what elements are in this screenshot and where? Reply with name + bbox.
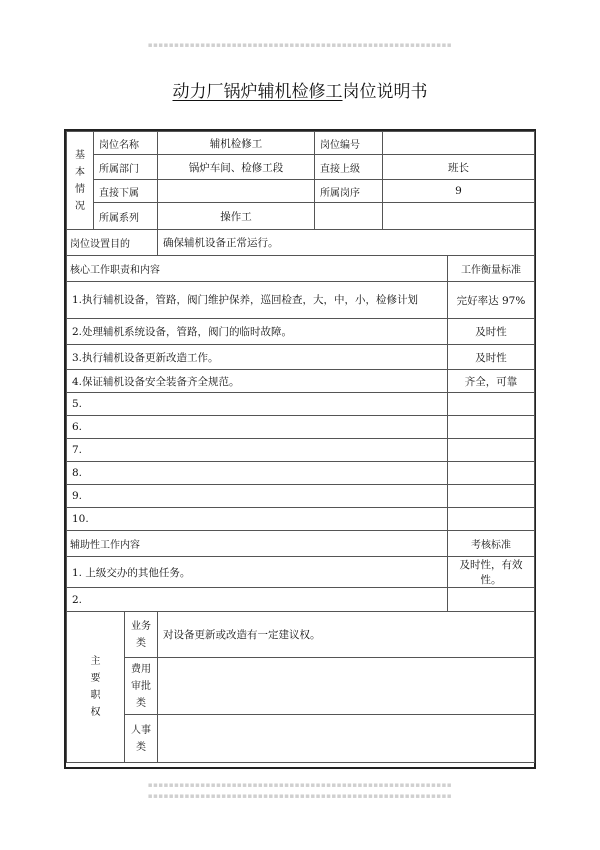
basic-row-2 <box>67 155 535 180</box>
value-position-name: 辅机检修工 <box>158 132 315 155</box>
basic-info-label <box>67 132 94 230</box>
purpose-value: 确保辅机设备正常运行。 <box>158 230 535 256</box>
authority-expense-value <box>158 658 535 715</box>
core-item <box>67 370 535 393</box>
label-empty <box>315 203 383 230</box>
job-description-table <box>66 131 535 763</box>
value-direct-subordinate <box>158 180 315 203</box>
purpose-row <box>67 230 535 256</box>
core-item <box>67 485 535 508</box>
value-empty <box>383 203 535 230</box>
label-direct-subordinate: 直接下属 <box>94 180 158 203</box>
label-direct-superior: 直接上级 <box>315 155 383 180</box>
aux-item <box>67 588 535 612</box>
watermark-top: ▪▪▪▪▪▪▪▪▪▪▪▪▪▪▪▪▪▪▪▪▪▪▪▪▪▪▪▪▪▪▪▪▪▪▪▪▪▪▪▪▪▪▪▪▪▪▪▪▪▪▪▪▪▪▪▪▪▪ <box>147 41 453 49</box>
aux-item <box>67 557 535 588</box>
label-department: 所属部门 <box>94 155 158 180</box>
core-std-8 <box>448 462 535 485</box>
core-std-7 <box>448 439 535 462</box>
core-item <box>67 319 535 345</box>
core-item-7: 7. <box>67 439 448 462</box>
authority-personnel-label-text: 人事类 <box>131 724 151 753</box>
authority-row-2 <box>67 658 535 715</box>
core-item <box>67 393 535 416</box>
core-item <box>67 508 535 531</box>
aux-std-header: 考核标准 <box>448 531 535 557</box>
core-item-2: 2.处理辅机系统设备，管路，阀门的临时故障。 <box>67 319 448 345</box>
basic-row-1 <box>67 132 535 155</box>
core-std-4: 齐全，可靠 <box>448 370 535 393</box>
aux-item-2: 2. <box>67 588 448 612</box>
authority-row-1 <box>67 612 535 658</box>
core-item <box>67 462 535 485</box>
value-department: 锅炉车间、检修工段 <box>158 155 315 180</box>
authority-personnel-value <box>158 715 535 763</box>
authority-expense-label <box>125 658 158 715</box>
label-position-name: 岗位名称 <box>94 132 158 155</box>
core-item-9: 9. <box>67 485 448 508</box>
value-position-rank: 9 <box>383 180 535 203</box>
value-direct-superior: 班长 <box>383 155 535 180</box>
authority-row-3 <box>67 715 535 763</box>
authority-business-value: 对设备更新或改造有一定建议权。 <box>158 612 535 658</box>
core-item <box>67 345 535 370</box>
label-position-rank: 所属岗序 <box>315 180 383 203</box>
core-item <box>67 282 535 319</box>
core-std-header: 工作衡量标准 <box>448 256 535 282</box>
document-title <box>0 77 600 102</box>
basic-row-3 <box>67 180 535 203</box>
label-position-code: 岗位编号 <box>315 132 383 155</box>
core-item <box>67 416 535 439</box>
basic-info-label-text: 基本情况 <box>75 149 85 212</box>
core-std-3: 及时性 <box>448 345 535 370</box>
authority-label-text: 主要职权 <box>90 656 101 718</box>
value-position-code <box>383 132 535 155</box>
aux-header: 辅助性工作内容 <box>67 531 448 557</box>
core-item-6: 6. <box>67 416 448 439</box>
core-item-3: 3.执行辅机设备更新改造工作。 <box>67 345 448 370</box>
value-series: 操作工 <box>158 203 315 230</box>
authority-business-label-text: 业务类 <box>131 620 151 649</box>
core-std-1: 完好率达 97% <box>448 282 535 319</box>
authority-label <box>67 612 125 763</box>
authority-expense-label-text: 费用审批类 <box>131 663 151 709</box>
core-item-4: 4.保证辅机设备安全装备齐全规范。 <box>67 370 448 393</box>
authority-business-label <box>125 612 158 658</box>
purpose-label: 岗位设置目的 <box>67 230 158 256</box>
title-suffix: 岗位说明书 <box>342 82 428 102</box>
core-item-5: 5. <box>67 393 448 416</box>
basic-row-4 <box>67 203 535 230</box>
title-main: 动力厂锅炉辅机检修工 <box>172 82 343 102</box>
authority-personnel-label <box>125 715 158 763</box>
core-item <box>67 439 535 462</box>
core-item-1: 1.执行辅机设备，管路，阀门维护保养，巡回检查，大，中，小，检修计划 <box>67 282 448 319</box>
core-std-5 <box>448 393 535 416</box>
core-std-2: 及时性 <box>448 319 535 345</box>
aux-item-1: 1. 上级交办的其他任务。 <box>67 557 448 588</box>
watermark-bottom: ▪▪▪▪▪▪▪▪▪▪▪▪▪▪▪▪▪▪▪▪▪▪▪▪▪▪▪▪▪▪▪▪▪▪▪▪▪▪▪▪▪▪▪▪▪▪▪▪▪▪▪▪▪▪▪▪▪▪ ▪▪▪▪▪▪▪▪▪▪▪▪▪▪▪▪▪▪▪▪▪▪▪▪▪▪▪▪▪▪▪▪▪▪▪▪▪▪▪▪▪▪▪▪▪▪▪▪▪▪▪▪▪▪▪▪▪▪ <box>147 781 453 800</box>
core-item-8: 8. <box>67 462 448 485</box>
core-item-10: 10. <box>67 508 448 531</box>
aux-std-1: 及时性，有效性。 <box>448 557 535 588</box>
aux-std-2 <box>448 588 535 612</box>
core-std-9 <box>448 485 535 508</box>
core-header-row <box>67 256 535 282</box>
aux-header-row <box>67 531 535 557</box>
label-series: 所属系列 <box>94 203 158 230</box>
core-std-10 <box>448 508 535 531</box>
core-std-6 <box>448 416 535 439</box>
core-header: 核心工作职责和内容 <box>67 256 448 282</box>
